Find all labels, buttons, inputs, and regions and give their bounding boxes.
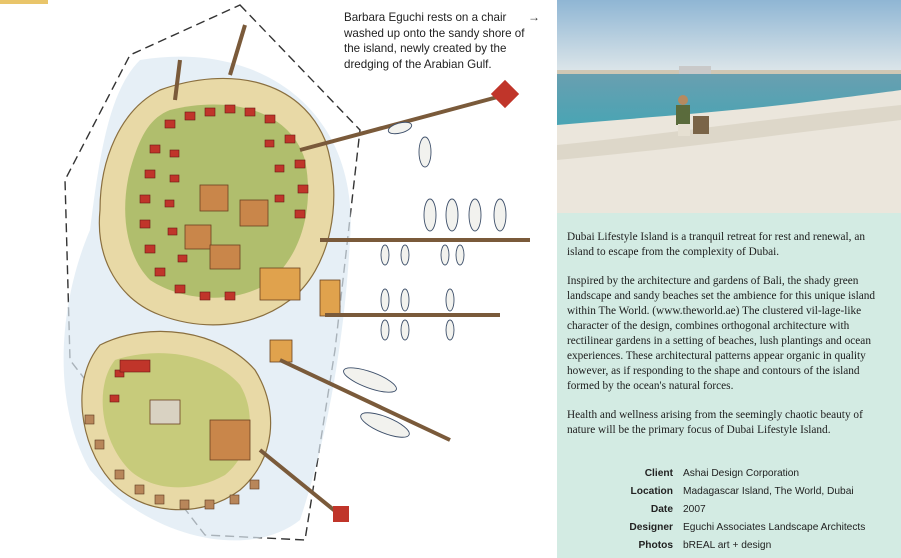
credit-value: Madagascar Island, The World, Dubai	[683, 485, 854, 497]
beach-photo	[557, 0, 901, 213]
description-text	[567, 230, 893, 452]
credit-value: Ashai Design Corporation	[683, 467, 800, 479]
credit-value: Eguchi Associates Landscape Architects	[683, 521, 866, 533]
credit-row	[557, 482, 901, 500]
horizon-land	[557, 70, 901, 74]
credit-label: Date	[650, 503, 673, 515]
boats	[341, 120, 506, 442]
photo-caption: Barbara Eguchi rests on a chair washed up onto the sandy shore of the island, newly created by the dredging of the Arabian Gulf.	[344, 11, 525, 71]
pier-pavilion-north	[491, 80, 519, 108]
paragraph-wellness: Health and wellness arising from the seemingly chaotic beauty of nature will be the primary focus of Dubai Lifestyle Island.	[567, 409, 863, 436]
credit-row	[557, 464, 901, 482]
credit-label: Designer	[629, 521, 673, 533]
credit-label: Client	[644, 467, 673, 479]
credit-row	[557, 500, 901, 518]
person-legs	[678, 124, 690, 136]
credit-row	[557, 518, 901, 536]
person-head	[678, 95, 688, 105]
project-credits	[557, 464, 901, 554]
credit-value: 2007	[683, 503, 706, 515]
sky	[557, 0, 901, 74]
person-body	[676, 105, 690, 125]
distant-ship	[679, 66, 711, 74]
credit-label: Location	[630, 485, 673, 497]
credit-value: bREAL art + design	[683, 539, 772, 551]
paragraph-inspiration: Inspired by the architecture and gardens of Bali, the shady green landscape and sandy beaches set the ambience for this unique island within The World. (www.theworld.ae) The clustered vil-lage-like character of the design, combines orthogonal architecture with rectilinear gardens in a setting of beaches, lush plantings and ocean experiences. These architectural patterns appear organic in quality however, as if responding to the shape and contours of the island formed by the ocean's natural forces.	[567, 275, 876, 392]
credit-row	[557, 536, 901, 554]
arrow-right-icon: →	[528, 10, 540, 24]
chair	[693, 116, 709, 134]
paragraph-intro: Dubai Lifestyle Island is a tranquil retreat for rest and renewal, an island to escape from the complexity of Dubai.	[567, 231, 865, 258]
pier-pavilion-south	[333, 506, 349, 522]
credit-label: Photos	[638, 539, 673, 551]
description-panel	[557, 213, 901, 558]
